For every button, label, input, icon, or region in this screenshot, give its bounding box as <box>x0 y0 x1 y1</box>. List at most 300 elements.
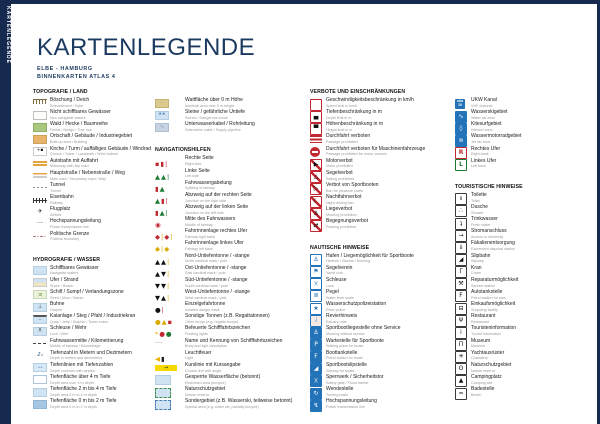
legend-item <box>33 134 155 146</box>
legend-item-sublabel: Motor prohibited <box>326 164 353 169</box>
legend-item-symbol-slot <box>155 278 185 290</box>
watt-icon: ⋯ <box>155 99 169 108</box>
legend-item <box>33 147 155 159</box>
legend-item-symbol-slot <box>455 363 471 376</box>
legend-item-sublabel: Safety gate / Flood barrier <box>326 380 369 385</box>
legend-item <box>455 134 595 146</box>
autotank-icon: F <box>455 290 467 302</box>
buoy-glyph: ▮ <box>160 160 164 169</box>
legend-item-sublabel: Motorway with slip road <box>50 164 89 169</box>
legend-item-symbol-slot <box>455 205 471 218</box>
buoy-glyph: ▲ <box>159 184 165 193</box>
legend-item-symbol-slot <box>310 266 326 279</box>
legend-item-symbol-slot <box>33 98 50 105</box>
subtitle-line-1: ELBE - HAMBURG <box>37 66 93 72</box>
legend-item-sublabel: Kitesurf zone <box>471 128 493 133</box>
strasse-icon <box>33 171 47 180</box>
legend-item-label: Ost-Untiefentonne / -stange <box>185 264 247 271</box>
legend-item-sublabel: Night driving ban <box>326 200 354 205</box>
legend-item-label: Linkes Ufer <box>471 157 497 164</box>
legend-item-sublabel: Tourist information <box>471 332 502 337</box>
gabelung-icon <box>155 181 181 192</box>
legend-item-symbol-slot <box>155 254 185 266</box>
steine-icon: ∗∗ <box>155 111 169 120</box>
legend-item-symbol-slot <box>33 351 50 361</box>
slipbahn-icon: ◢ <box>455 254 467 266</box>
legend-item-sublabel: East cardinal mark / pole <box>185 271 226 276</box>
grenze-icon <box>33 236 47 237</box>
nachtfahrverbot-icon: ☾ <box>310 196 322 208</box>
legend-item-label: Tiefenlinien mit Tiefenzahlen <box>50 361 114 368</box>
legend-item-sublabel: Embankment / Dyke <box>50 103 84 108</box>
legend-item-sublabel: Splitting of fairway <box>185 186 215 191</box>
legend-item-sublabel: Navigable waters <box>50 271 79 276</box>
legend-item-symbol-slot <box>455 375 471 388</box>
legend-item <box>155 290 307 302</box>
buoy-glyph: ▼ <box>155 281 160 290</box>
einkauf-icon: ⊟ <box>455 303 467 315</box>
legend-item <box>455 326 595 338</box>
buoy-glyph: ▲ <box>155 172 160 181</box>
legend-item-sublabel: Left bank <box>471 164 487 169</box>
legend-item-text <box>185 387 307 397</box>
info-icon: i <box>455 327 467 339</box>
legend-item <box>155 156 307 168</box>
legend-item-label: Kirche / Turm / auffälliges Gebäude / Windrad <box>50 145 152 152</box>
sonstige-icon <box>155 315 181 326</box>
legend-item-sublabel: Mooring prohibited <box>326 213 357 218</box>
ukw-icon <box>455 99 465 109</box>
legend-item-label: Geschwindigkeitsbeschränkung in km/h <box>326 97 414 103</box>
top-border <box>0 0 600 4</box>
legend-item-text <box>471 302 595 312</box>
buoy-glyph: ◆ <box>155 245 160 254</box>
legend-item-label: Ortschaft / Gebäude / Industriegebiet <box>50 133 132 140</box>
nonnav-icon <box>33 111 47 120</box>
legend-item-sublabel: Camping site <box>471 380 493 385</box>
legend-item-label: Schleuse <box>326 276 347 283</box>
legend-item-label: Abzweig auf der rechten Seite <box>185 191 252 198</box>
legend-item-symbol-slot <box>455 387 471 400</box>
kran-icon: Γ <box>455 266 467 278</box>
buhne-icon: ⊥ <box>33 303 47 312</box>
trinkwasser-icon: ʇ <box>455 218 467 230</box>
legend-item-text <box>326 326 453 336</box>
legend-item-sublabel: Other buoys (e.g. regatta buoys) <box>185 320 239 324</box>
legend-item-symbol-slot <box>455 314 471 327</box>
legend-item-label: West-Untiefentonne / -stange <box>185 288 250 295</box>
legend-item-symbol-slot <box>455 326 471 339</box>
rechtes-ufer-icon: R <box>455 147 467 159</box>
legend-item-sublabel: Harbour / Marina / Mooring <box>326 259 371 264</box>
page-title: KARTENLEGENDE <box>37 34 256 61</box>
legend-item-symbol-slot <box>310 207 326 220</box>
buoy-glyph: ● <box>155 306 161 315</box>
legend-item-text <box>185 326 307 336</box>
legend-item-text <box>471 134 595 144</box>
speed-icon <box>310 99 322 111</box>
legend-item-sublabel: Middle of fairway <box>185 222 213 227</box>
legend-item-symbol-slot <box>33 363 50 373</box>
einzelgefahr-icon <box>155 303 181 314</box>
legend-item-label: Ufer / Strand <box>50 276 79 283</box>
legend-item-symbol-slot <box>455 351 471 364</box>
durchfahrt-motor-icon <box>310 147 320 157</box>
legend-item-label: Boottankstelle <box>326 349 358 356</box>
legend-item-text <box>326 147 453 157</box>
legend-item-text <box>471 278 595 288</box>
legend-item-label: Tiefenbeschränkung in m <box>326 109 382 116</box>
buoy-glyph: ▪ <box>155 160 160 169</box>
legend-item-symbol-slot <box>155 169 185 181</box>
legend-item-label: Begegnungsverbot <box>326 218 368 225</box>
tiefe-icon: ▄ <box>310 111 322 123</box>
buoy-glyph: | <box>164 160 168 169</box>
legend-item-sublabel: Museum <box>471 344 486 349</box>
legend-item-symbol-slot <box>33 195 50 205</box>
legend-item <box>155 241 307 253</box>
legend-item-text <box>50 351 155 361</box>
legend-item-label: Yachtausrüster <box>471 349 505 356</box>
buoy-glyph: ▮ <box>155 208 159 217</box>
depth24-icon <box>33 388 47 397</box>
legend-item-label: Museum <box>471 337 491 344</box>
liegeverbot-icon: ⚓ <box>310 208 322 220</box>
legend-item-symbol-slot <box>310 326 326 339</box>
legend-item-symbol-slot <box>455 241 471 254</box>
schleuse-icon: )( <box>310 278 322 290</box>
legend-item-label: Eisenbahn <box>50 194 74 201</box>
legend-item-sublabel: Groyne <box>50 307 63 312</box>
legend-item-symbol-slot <box>155 399 185 410</box>
legend-item-symbol-slot <box>33 171 50 181</box>
legend-item-sublabel: Beach <box>471 392 482 397</box>
legend-section <box>310 88 453 232</box>
legend-item-symbol-slot <box>33 183 50 193</box>
legend-item <box>155 375 307 387</box>
legend-item-label: Sperrwerk / Sicherheitstor <box>326 373 384 380</box>
faekalien-icon: ⇓ <box>455 242 467 254</box>
legend-item-label: Mitte des Fahrwassers <box>185 216 236 223</box>
legend-item-sublabel: Special area (e.g. water ski, partially buoyed) <box>185 404 259 409</box>
legend-item-text <box>471 314 595 324</box>
legend-item-text <box>326 219 453 229</box>
legend-item-text <box>50 232 155 242</box>
ufer-icon <box>33 278 47 287</box>
legend-item-sublabel: Jet ski zone <box>471 140 491 145</box>
legend-item-label: Wasserschutzpolizeistation <box>326 301 387 308</box>
legend-item-sublabel: Junction on the right side <box>185 198 226 203</box>
legend-item-label: Durchfahrt verboten für Maschinenfahrzeuge <box>326 145 426 152</box>
legend-item <box>310 147 453 159</box>
legend-item-sublabel: Non navigable waters <box>50 115 86 120</box>
legend-item <box>155 266 307 278</box>
legend-item-symbol-slot <box>310 254 326 267</box>
legend-item-label: Abzweig auf der linken Seite <box>185 203 249 210</box>
legend-item-sublabel: Fairway right bank <box>185 235 216 240</box>
buoy-glyph: ▲ <box>155 196 160 205</box>
legend-item-symbol-slot <box>155 314 185 326</box>
legend-item-sublabel: Ban for pleasure crafts <box>326 188 364 193</box>
dusche-icon: ∴ <box>455 205 467 217</box>
legend-item-sublabel: Speed limit in km/h <box>326 103 358 108</box>
buoy-glyph: ▲ <box>159 208 165 217</box>
legend-item-text <box>185 375 307 385</box>
ost-icon <box>155 266 181 277</box>
legend-item-sublabel: Middle of fairway / Kilometrage <box>50 344 101 349</box>
legend-item-label: Motorverbot <box>326 157 353 164</box>
jetski-icon: ≋ <box>455 135 467 147</box>
legend-item-text <box>326 195 453 205</box>
legend-item-text <box>471 110 595 120</box>
legend-item-label: Badestelle <box>471 386 495 393</box>
legend-item <box>33 232 155 244</box>
legend-item <box>310 326 453 338</box>
legend-item-label: Verbot von Sportbooten <box>326 181 379 188</box>
abzweig-links-icon <box>155 205 181 216</box>
legend-item-label: Durchfahrt verboten <box>326 133 371 140</box>
legend-section <box>33 256 155 412</box>
legend-item-text <box>326 363 453 373</box>
legend-item-text <box>471 254 595 264</box>
legend-item-label: Wassermotorradgebiet <box>471 133 522 140</box>
kurslinie-icon: → <box>155 365 177 371</box>
legend-item-text <box>185 193 307 203</box>
legend-item-sublabel: Depth area 0 m to 2 m depth <box>50 404 97 409</box>
tiefenzahl-icon: 2₄ <box>37 352 43 359</box>
legend-item-sublabel: Waiting place for boats <box>326 344 364 349</box>
legend-item-sublabel: Restricted area (buoyed) <box>185 380 226 385</box>
legend-item-symbol-slot <box>33 147 50 157</box>
legend-item-symbol-slot <box>310 171 326 184</box>
legend-item-label: Fahrrinnenlage linkes Ufer <box>185 240 244 247</box>
legend-item-label: Hochspannungsleitung <box>50 218 101 225</box>
boeschung-icon <box>33 99 47 105</box>
hochspannung-icon: ·—· <box>37 221 43 227</box>
legend-item-text <box>50 339 155 349</box>
legend-item-symbol-slot <box>33 326 50 336</box>
strom-icon: → <box>455 230 467 242</box>
legend-item <box>310 266 453 278</box>
legend-item-text <box>50 387 155 397</box>
linke-seite-icon <box>155 169 181 180</box>
legend-item-text <box>185 266 307 276</box>
legend-item-sublabel: Buoy and light description <box>185 344 228 349</box>
legend-item-sublabel: Water level scale <box>326 295 354 300</box>
legend-item-symbol-slot <box>310 98 326 111</box>
legend-item-label: Dusche <box>471 203 488 210</box>
legend-item-symbol-slot <box>310 183 326 196</box>
legend-item-label: Fäkalienentsorgung <box>471 240 515 247</box>
kai-icon: ·· <box>33 315 47 324</box>
legend-item-symbol-slot <box>310 147 326 158</box>
legend-item-sublabel: Right bank <box>471 152 489 157</box>
depth02-icon <box>33 400 47 409</box>
legend-item-text <box>471 193 595 203</box>
wasserski-icon: ∿ <box>455 111 467 123</box>
legend-item <box>310 134 453 146</box>
icon-text-line: 20 <box>458 102 462 107</box>
legend-item-label: Sondergebiet (z.B. Wasserski, teilweise betonnt) <box>185 398 293 405</box>
legend-item-sublabel: Shopping facility <box>471 307 498 312</box>
subtitle-line-2: BINNENKARTEN ATLAS 4 <box>37 74 116 81</box>
legend-item-text <box>50 159 155 169</box>
legend-item-symbol-slot <box>155 375 185 386</box>
legend-item-text <box>185 339 307 349</box>
legend-item-symbol-slot <box>455 290 471 303</box>
section-heading: TOPOGRAFIE / LAND <box>33 89 88 95</box>
hoehe-icon: ▀ <box>310 123 322 135</box>
legend-item-text <box>326 314 453 324</box>
legend-item-symbol-slot <box>33 134 50 144</box>
schiffbar-icon <box>33 266 47 275</box>
legend-item <box>155 169 307 181</box>
legend-item-label: Nicht schiffbares Gewässer <box>50 109 111 116</box>
legend-item-sublabel: Passage prohibited for motor vessels <box>326 152 387 157</box>
legend-item-sublabel: Reed / Moor / Marsh <box>50 295 84 300</box>
legend-item-text <box>326 278 453 288</box>
sportboot-verbot-icon: ▷ <box>310 183 322 195</box>
legend-item <box>455 387 595 399</box>
legend-item-label: Kran <box>471 264 482 271</box>
buoy-glyph: | <box>161 245 164 254</box>
legend-item-sublabel: Junction on the left side <box>185 210 224 215</box>
buoy-glyph: ● <box>165 330 172 339</box>
legend-item-label: Politische Grenze <box>50 230 90 237</box>
legend-item-sublabel: Height limit in m <box>326 128 353 133</box>
legend-item-sublabel: Mooring without service <box>326 332 365 337</box>
legend-item-label: Wattfläche über 0 m Höhe <box>185 97 243 103</box>
section-heading: NAUTISCHE HINWEISE <box>310 244 370 251</box>
buoy-glyph: ▮ <box>155 184 159 193</box>
fahrwassermitte-icon <box>33 343 47 344</box>
legend-item-symbol-slot <box>33 387 50 397</box>
sondergebiet-icon <box>155 400 171 410</box>
legend-item <box>455 159 595 171</box>
legend-item-label: Fahrrinnenlage rechtes Ufer <box>185 228 248 235</box>
buoy-glyph: ▲ <box>161 293 166 302</box>
legend-item-symbol-slot <box>155 181 185 193</box>
legend-item-label: Slipbahn <box>471 252 491 259</box>
legend-item-text <box>185 229 307 239</box>
legend-item-text <box>471 241 595 251</box>
legend-item <box>455 351 595 363</box>
legend-section <box>455 183 595 399</box>
legend-item-text <box>471 217 595 227</box>
flugplatz-icon: ✈ <box>37 208 43 216</box>
legend-item-text <box>185 181 307 191</box>
buoy-glyph: ▪ <box>167 318 173 327</box>
legend-item-text <box>326 122 453 132</box>
legend-item-text <box>185 205 307 215</box>
legend-item-label: Wartestelle für Sportboote <box>326 337 384 344</box>
buoy-glyph: ◉ <box>155 221 161 230</box>
legend-item-text <box>50 278 155 288</box>
buoy-glyph: ▲ <box>161 172 166 181</box>
legend-item-label: Sportbootliegestelle ohne Service <box>326 325 401 332</box>
legend-item-symbol-slot <box>455 278 471 291</box>
legend-item-label: Revierhinweis <box>326 313 358 320</box>
legend-item-text <box>50 219 155 229</box>
segelverbot-icon: △ <box>310 171 322 183</box>
legend-item-sublabel: Petrol station for cars <box>471 295 506 300</box>
legend-item-label: Rechte Seite <box>185 155 214 162</box>
legend-item-label: Trinkwasser <box>471 216 498 223</box>
legend-item <box>33 266 155 278</box>
leuchtfeuer-icon <box>155 351 181 362</box>
depth4-icon <box>33 375 47 384</box>
legend-item-text <box>50 399 155 409</box>
legend-item-sublabel: Excrement disposal station <box>471 247 516 252</box>
buoy-glyph: | <box>167 269 170 278</box>
mitte-icon <box>155 218 181 229</box>
legend-item-text <box>326 171 453 181</box>
legend-item-symbol-slot <box>310 219 326 232</box>
legend-item-symbol-slot <box>33 232 50 242</box>
legend-item <box>310 351 453 363</box>
legend-item-text <box>185 122 307 132</box>
rechte-seite-icon <box>155 157 181 168</box>
legend-item-sublabel: Lock <box>326 283 334 288</box>
legend-item-symbol-slot <box>310 387 326 400</box>
legend-item-symbol-slot <box>155 110 185 120</box>
legend-item-symbol-slot <box>33 266 50 276</box>
legend-item-symbol-slot <box>33 278 50 288</box>
legend-item-sublabel: Turning basin <box>326 392 349 397</box>
legend-item-text <box>326 339 453 349</box>
legend-item-symbol-slot <box>155 339 185 351</box>
legend-item-label: Sonstige Tonnen (z.B. Regattatonnen) <box>185 313 270 320</box>
legend-item-label: Hafen / Liegemöglichkeit für Sportboote <box>326 252 414 259</box>
section-heading: HYDROGRAFIE / WASSER <box>33 256 101 263</box>
legend-item-label: Segelverein <box>326 264 353 271</box>
legend-item-symbol-slot <box>33 399 50 409</box>
legend-item-label: Süd-Untiefentonne / -stange <box>185 276 248 283</box>
legend-item-sublabel: Depth in metres and decimetres <box>50 356 103 361</box>
buoy-glyph: | <box>167 172 170 181</box>
section-heading: TOURISTISCHE HINWEISE <box>455 183 523 190</box>
buoy-glyph: | <box>161 233 164 242</box>
ort-icon <box>33 135 47 144</box>
legend-item <box>310 339 453 351</box>
legend-item-text <box>326 266 453 276</box>
legend-item-sublabel: Shower <box>471 210 484 215</box>
section-heading: NAVIGATIONSHILFEN <box>155 147 211 154</box>
legend-item <box>455 241 595 253</box>
legend-item-text <box>471 205 595 215</box>
buoy-glyph: ▮ <box>161 354 165 363</box>
legend-item <box>455 339 595 351</box>
legend-item-label: Rechtes Ufer <box>471 145 501 152</box>
legend-item-text <box>471 387 595 397</box>
nsg-wasser-icon <box>155 388 171 398</box>
legend-item <box>455 266 595 278</box>
legend-item-label: Höhenbeschränkung in m <box>326 121 383 128</box>
legend-item-sublabel: Depth area 2 m to 4 m depth <box>50 392 97 397</box>
autobahn-icon <box>33 159 47 168</box>
legend-item-label: Linke Seite <box>185 167 210 174</box>
buoy-glyph: ▲ <box>155 269 160 278</box>
legend-item-sublabel: Intertidal area over 0 m height <box>185 103 234 108</box>
legend-item-sublabel: VHF channel <box>471 103 493 108</box>
legend-item-label: Wald / Hecke / Baumreihe <box>50 121 108 128</box>
legend-item-sublabel: Shore / Beach <box>50 283 74 288</box>
legend-section <box>33 88 155 244</box>
legend-item-symbol-slot <box>155 98 185 108</box>
motorverbot-icon: ▶ <box>310 159 322 171</box>
legend-item-label: Buhne <box>50 301 65 308</box>
rinne-links-icon <box>155 242 181 253</box>
